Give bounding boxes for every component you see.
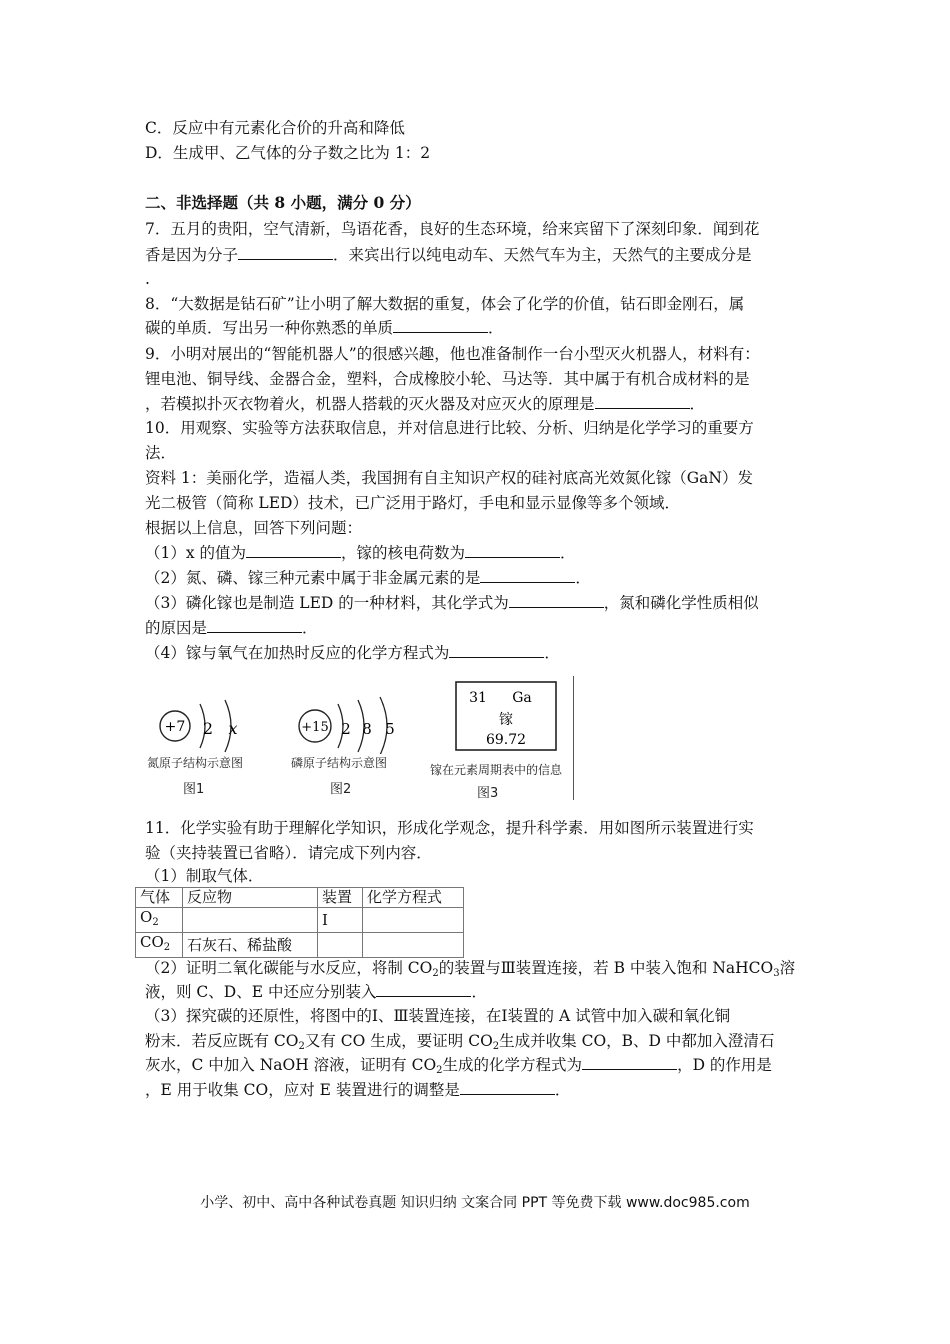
text: （3）磷化镓也是制造 LED 的一种材料，其化学式为	[145, 594, 509, 612]
text: （4）镓与氧气在加热时反应的化学方程式为	[145, 644, 450, 662]
figure-caption: 氮原子结构示意图	[147, 756, 244, 770]
option-c: C．反应中有元素化合价的升高和降低	[145, 119, 405, 137]
answer-blank	[465, 543, 560, 558]
text: ，镓的核电荷数为	[341, 544, 466, 562]
shell-electrons: 2	[202, 719, 214, 738]
answer-blank	[582, 1055, 677, 1070]
question-7-line-2	[145, 245, 752, 265]
table-header: 化学方程式	[363, 888, 464, 908]
answer-blank	[393, 318, 488, 333]
shell-electrons: 5	[385, 720, 395, 738]
figure-label: 图1	[183, 782, 205, 797]
text: ．	[689, 395, 706, 413]
answer-blank	[595, 394, 690, 409]
figure-divider	[573, 676, 574, 800]
question-9-line-2: 锂电池、铜导线、金器合金，塑料，合成橡胶小轮、马达等．其中属于有机合成材料的是	[145, 370, 750, 388]
nucleus-charge: +15	[301, 720, 329, 735]
gallium-element-card	[450, 680, 570, 756]
question-10-line-5: 根据以上信息，回答下列问题：	[145, 519, 363, 537]
atomic-mass: 69.72	[485, 732, 527, 748]
question-11-part-3-cont-3	[145, 1080, 570, 1100]
subscript: 2	[152, 917, 159, 928]
text: 溶	[779, 959, 796, 977]
text: ．	[575, 569, 591, 587]
table-cell	[363, 908, 464, 933]
text: ，若模拟扑灭衣物着火，机器人搭载的灭火器及对应灭火的原理是	[145, 395, 595, 413]
text: ．来宾出行以纯电动车、天然气车为主，天然气的主要成分是	[333, 246, 752, 264]
text: ．	[554, 1081, 571, 1099]
question-10-line-4: 光二极管（简称 LED）技术，已广泛用于路灯，手电和显示显像等多个领域．	[145, 494, 680, 512]
text: （1）x 的值为	[145, 544, 247, 562]
answer-blank	[207, 618, 302, 633]
question-7-line-1: 7．五月的贵阳，空气清新，鸟语花香，良好的生态环境，给来宾留下了深刻印象．闻到花	[145, 220, 760, 238]
table-cell	[363, 933, 464, 958]
table-row	[136, 933, 464, 958]
gas-preparation-table	[135, 887, 464, 958]
question-10-line-1: 10．用观察、实验等方法获取信息，并对信息进行比较、分析、归纳是化学学习的重要方	[145, 419, 754, 437]
table-cell: 石灰石、稀盐酸	[183, 933, 318, 958]
table-header: 反应物	[183, 888, 318, 908]
table-row	[136, 908, 464, 933]
text: ，氮和磷化学性质相似	[603, 594, 759, 612]
text: 生成并收集 CO，B、D 中都加入澄清石	[499, 1032, 775, 1050]
question-8-line-1: 8．“大数据是钻石矿”让小明了解大数据的重复，体会了化学的价值，钻石即金刚石，属	[145, 295, 745, 313]
text: 液，则 C、D、E 中还应分别装入	[145, 983, 377, 1001]
text: ，D 的作用是	[677, 1056, 772, 1074]
table-header-row	[136, 888, 464, 908]
option-d: D．生成甲、乙气体的分子数之比为 1：2	[145, 144, 431, 162]
element-name: 镓	[499, 712, 513, 728]
atomic-number: 31	[469, 690, 487, 706]
answer-blank	[376, 982, 471, 997]
question-10-part-1	[145, 543, 576, 563]
figure-caption: 磷原子结构示意图	[291, 756, 388, 770]
shell-electrons: 8	[362, 720, 372, 738]
subscript: 2	[432, 968, 439, 979]
shell-electrons: x	[228, 719, 238, 738]
text: 又有 CO 生成，要证明 CO	[304, 1032, 493, 1050]
text: ．	[544, 644, 560, 662]
figure-caption: 镓在元素周期表中的信息	[430, 763, 563, 777]
text: 的装置与Ⅲ装置连接，若 B 中装入饱和 NaHCO	[438, 959, 774, 977]
question-11-part-2	[145, 958, 795, 984]
nucleus-charge: +7	[164, 719, 186, 735]
question-7-line-3: .	[145, 270, 150, 288]
table-header: 气体	[136, 888, 183, 908]
phosphorus-atom-diagram	[295, 694, 410, 754]
table-cell	[183, 908, 318, 933]
figure-label: 图3	[477, 786, 499, 801]
text: 碳的单质．写出另一种你熟悉的单质	[145, 319, 394, 337]
figures-strip	[145, 676, 575, 801]
subscript: 2	[436, 1065, 443, 1076]
table-header: 装置	[318, 888, 363, 908]
question-9-line-3	[145, 394, 705, 414]
text: ，E 用于收集 CO，应对 E 装置进行的调整是	[145, 1081, 460, 1099]
answer-blank	[449, 643, 544, 658]
text: ．	[471, 983, 487, 1001]
gas-formula: CO	[140, 933, 164, 951]
question-10-part-2	[145, 568, 591, 588]
subscript: 2	[298, 1041, 305, 1052]
question-11-part-1: （1）制取气体．	[145, 867, 264, 885]
text: 香是因为分子	[145, 246, 239, 264]
answer-blank	[460, 1080, 555, 1095]
answer-blank	[246, 543, 341, 558]
table-cell	[136, 908, 183, 933]
element-symbol: Ga	[512, 690, 532, 706]
subscript: 2	[492, 1041, 500, 1052]
question-11-part-3-cont-1	[145, 1031, 774, 1057]
section-heading: 二、非选择题（共 8 小题，满分 0 分）	[145, 193, 421, 212]
nitrogen-atom-diagram	[155, 694, 265, 754]
gas-formula: O	[140, 908, 153, 926]
answer-blank	[509, 593, 604, 608]
text: （2）证明二氧化碳能与水反应，将制 CO	[145, 959, 433, 977]
question-11-line-1: 11．化学实验有助于理解化学知识，形成化学观念，提升科学素．用如图所示装置进行实	[145, 819, 754, 837]
figure-label: 图2	[330, 782, 352, 797]
question-10-line-2: 法．	[145, 444, 177, 462]
answer-blank	[480, 568, 575, 583]
question-8-line-2	[145, 318, 504, 338]
question-9-line-1: 9．小明对展出的“智能机器人”的很感兴趣，他也准备制作一台小型灭火机器人，材料有：	[145, 345, 760, 363]
table-cell	[318, 933, 363, 958]
shell-electrons: 2	[341, 720, 351, 738]
question-10-part-4	[145, 643, 560, 663]
question-10-part-3	[145, 593, 759, 613]
subscript: 2	[163, 942, 171, 953]
text: 生成的化学方程式为	[442, 1056, 583, 1074]
subscript: 3	[773, 968, 780, 979]
page-footer: 小学、初中、高中各种试卷真题 知识归纳 文案合同 PPT 等免费下载 www.doc985.com	[200, 1195, 750, 1211]
text: ．	[560, 544, 576, 562]
text: 灰水，C 中加入 NaOH 溶液，证明有 CO	[145, 1056, 437, 1074]
question-11-part-3: （3）探究碳的还原性，将图中的Ⅰ、Ⅲ装置连接，在Ⅰ装置的 A 试管中加入碳和氧化铜	[145, 1007, 731, 1025]
question-10-part-3-cont	[145, 618, 318, 638]
text: ．	[302, 619, 318, 637]
answer-blank	[238, 245, 333, 260]
text: 的原因是	[145, 619, 208, 637]
question-10-line-3: 资料 1：美丽化学，造福人类，我国拥有自主知识产权的硅衬底高光效氮化镓（GaN）发	[145, 469, 753, 487]
text: （2）氮、磷、镓三种元素中属于非金属元素的是	[145, 569, 481, 587]
table-cell: Ⅰ	[318, 908, 363, 933]
text: 粉末．若反应既有 CO	[145, 1032, 299, 1050]
question-11-line-2: 验（夹持装置已省略）．请完成下列内容．	[145, 844, 432, 862]
text: ．	[488, 319, 504, 337]
question-11-part-2-cont	[145, 982, 487, 1002]
table-cell	[136, 933, 183, 958]
question-11-part-3-cont-2	[145, 1055, 772, 1081]
